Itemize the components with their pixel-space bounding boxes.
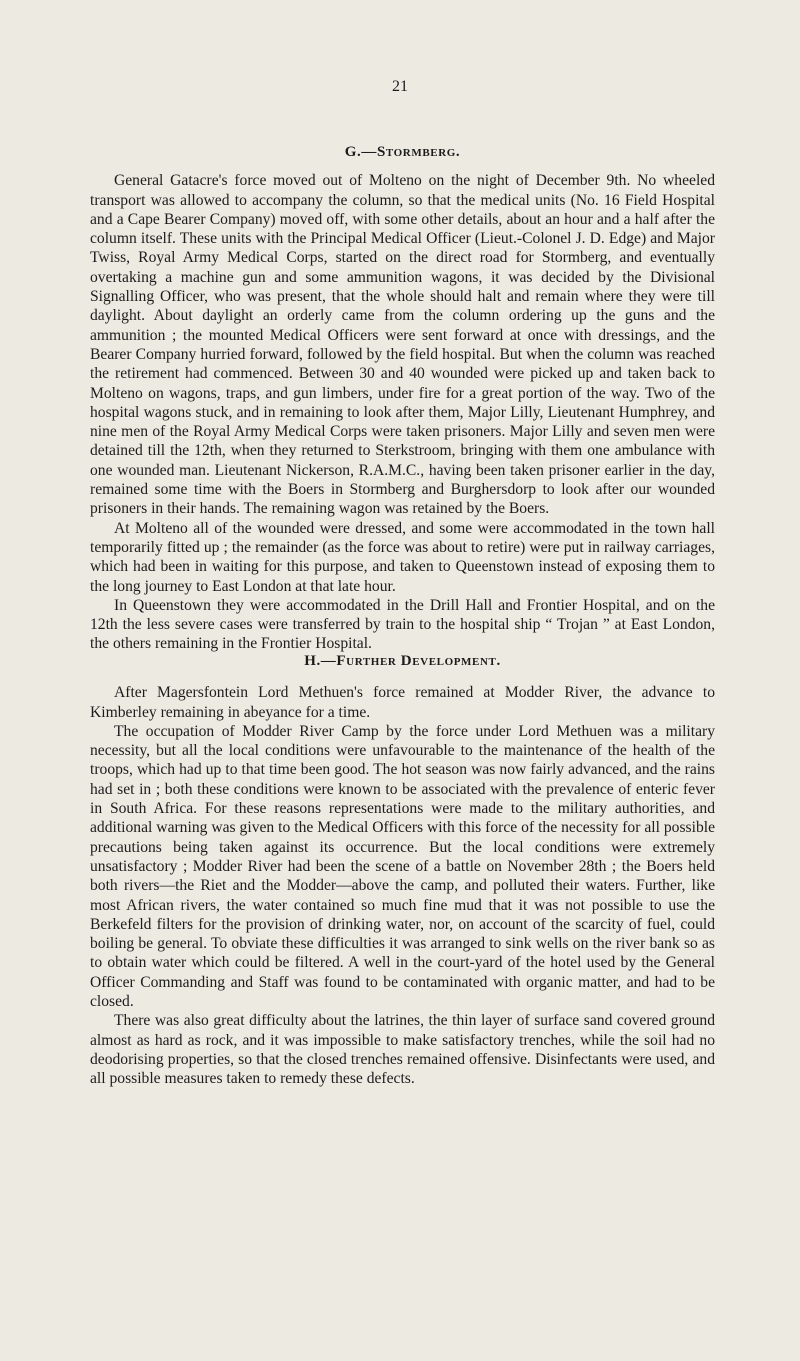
paragraph: In Queenstown they were accommodated in the Drill Hall and Frontier Hospital, and on the 12th the less severe cases were transferred by train to the hospital ship “ Trojan ” at East London, the others remaining in the Frontier Hospital. xyxy=(90,596,715,653)
section-heading: H.—Further Development. xyxy=(304,653,501,669)
section-heading: G.—Stormberg. xyxy=(344,144,461,160)
section-further-development xyxy=(90,652,715,1089)
paragraph: There was also great difficulty about the latrines, the thin layer of surface sand covered ground almost as hard as rock, and it was impossible to make satisfactory trenches, while the soil had no deodorising properties, so that the closed trenches remained offensive. Disinfectants were used, and all possible measures taken to remedy these defects. xyxy=(90,1012,715,1088)
paragraph: At Molteno all of the wounded were dressed, and some were accommodated in the town hall temporarily fitted up ; the remainder (as the force was about to retire) were put in railway carriages, which had been in waiting for this purpose, and taken to Queenstown instead of exposing them to the long journey to East London at that late hour. xyxy=(90,519,715,595)
section-stormberg xyxy=(90,143,715,654)
paragraph: General Gatacre's force moved out of Molteno on the night of December 9th. No wheeled transport was allowed to accompany the column, so that the medical units (No. 16 Field Hospital and a Cape Bearer Company) moved off, with some other details, about an hour and a half after the column itself. These units with the Principal Medical Officer (Lieut.-Colonel J. D. Edge) and Major Twiss, Royal Army Medical Corps, started on the direct road for Stormberg, and eventually overtaking a machine gun and some ammunition wagons, it was decided by the Divisional Signalling Officer, who was present, that the whole should halt and remain where they were till daylight. About daylight an orderly came from the column ordering up the guns and the ammunition ; the mounted Medical Officers were sent forward at once with dressings, and the Bearer Company hurried forward, followed by the field hospital. But when the column was reached the retirement had commenced. Between 30 and 40 wounded were picked up and taken back to Molteno on wagons, traps, and gun limbers, under fire for a great portion of the way. Two of the hospital wagons stuck, and in remaining to look after them, Major Lilly, Lieutenant Humphrey, and nine men of the Royal Army Medical Corps were taken prisoners. Major Lilly and seven men were detained till the 12th, when they returned to Sterkstroom, bringing with them one ambulance with one wounded man. Lieutenant Nickerson, R.A.M.C., having been taken prisoner earlier in the day, remained some time with the Boers in Stormberg and Burghersdorp to look after our wounded prisoners in their hands. The remaining wagon was retained by the Boers. xyxy=(90,172,715,518)
page-number: 21 xyxy=(392,78,408,95)
paragraph: After Magersfontein Lord Methuen's force remained at Modder River, the advance to Kimberley remaining in abeyance for a time. xyxy=(90,684,715,721)
paragraph: The occupation of Modder River Camp by the force under Lord Methuen was a military necessity, but all the local conditions were unfavourable to the maintenance of the health of the troops, which had up to that time been good. The hot season was now fairly advanced, and the rains had set in ; both these conditions were known to be associated with the prevalence of enteric fever in South Africa. For these reasons representations were made to the military authorities, and additional warning was given to the Medical Officers with this force of the necessity for all possible precautions being taken against its occurrence. But the local conditions were extremely unsatisfactory ; Modder River had been the scene of a battle on November 28th ; the Boers held both rivers—the Riet and the Modder—above the camp, and polluted their waters. Further, like most African rivers, the water contained so much fine mud that it was not possible to use the Berkefeld filters for the provision of drinking water, nor, on account of the scarcity of fuel, could boiling be general. To obviate these difficulties it was arranged to sink wells on the river bank so as to obtain water which could be filtered. A well in the court-yard of the hotel used by the General Officer Commanding and Staff was found to be contaminated with organic matter, and had to be closed. xyxy=(90,722,715,1011)
